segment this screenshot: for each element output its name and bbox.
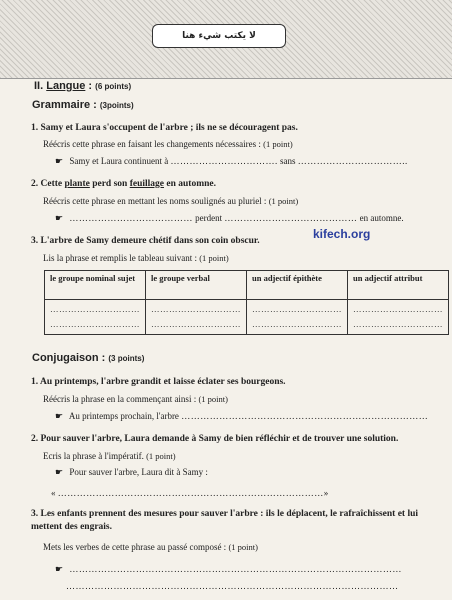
answer-blank[interactable]: …………………………………………………………………… <box>181 411 429 421</box>
question-text: Pour sauver l'arbre, Laura demande à Samy de bien réfléchir et de trouver une solution. <box>40 434 399 444</box>
conjugaison-q3-answer-line1[interactable] <box>55 563 425 576</box>
pointing-hand-icon: ☛ <box>55 157 64 167</box>
conjugaison-q1-instruction <box>43 393 228 405</box>
answer-prefix: Pour sauver l'arbre, Laura dit à Samy : <box>69 467 208 477</box>
question-text: Au printemps, l'arbre grandit et laisse éclater ses bourgeons. <box>39 377 286 387</box>
grammaire-q1-instruction <box>43 138 293 150</box>
question-number: 1. <box>31 377 39 387</box>
question-text: Cette <box>40 179 65 189</box>
table-header: le groupe verbal <box>146 271 247 300</box>
pointing-hand-icon: ☛ <box>55 214 64 224</box>
conjugaison-label: Conjugaison : <box>32 352 106 364</box>
grammaire-q2-instruction <box>43 195 298 207</box>
conjugaison-q3-instruction <box>43 541 258 553</box>
conjugaison-q2-instruction <box>43 450 176 462</box>
question-text: perd son <box>89 179 130 189</box>
answer-prefix: Au printemps prochain, l'arbre <box>68 411 179 421</box>
table-cell[interactable] <box>45 300 146 335</box>
question-number: 3. <box>31 509 39 519</box>
conjugaison-q1-answer[interactable] <box>55 410 429 423</box>
underlined-word: plante <box>64 179 90 189</box>
conjugaison-q2 <box>31 433 431 446</box>
conjugaison-q3 <box>31 508 431 534</box>
question-number: 1. <box>31 123 39 133</box>
points-label: (1 point) <box>199 253 229 263</box>
instruction-text: Réécris la phrase en la commençant ainsi : <box>43 394 197 404</box>
question-text: en automne. <box>164 179 217 189</box>
grammaire-title <box>32 99 134 111</box>
answer-blank[interactable]: ………………………………………………………………………… <box>57 488 324 498</box>
question-text: L'arbre de Samy demeure chétif dans son coin obscur. <box>40 236 260 246</box>
table-header: un adjectif attribut <box>348 271 449 300</box>
table-header-row <box>45 271 449 300</box>
section-points: (6 points) <box>95 82 132 91</box>
instruction-text: Mets les verbes de cette phrase au passé composé : <box>43 542 227 552</box>
points-label: (1 point) <box>263 139 293 149</box>
answer-middle: sans <box>280 156 296 166</box>
grammaire-q2-answer[interactable] <box>55 212 425 225</box>
section-number: II. <box>34 80 44 92</box>
table-cell[interactable] <box>247 300 348 335</box>
table-cell[interactable] <box>146 300 247 335</box>
grammaire-q1 <box>31 122 431 135</box>
points-label: (1 point) <box>198 394 228 404</box>
analysis-table <box>44 270 449 335</box>
grammaire-q3 <box>31 235 431 248</box>
section-colon: : <box>85 80 93 92</box>
answer-blank[interactable]: …………………………………… <box>224 213 358 223</box>
conjugaison-q2-answer-intro <box>55 466 425 479</box>
question-text: Samy et Laura s'occupent de l'arbre ; ils ne se découragent pas. <box>40 123 298 133</box>
instruction-text: Réécris cette phrase en mettant les noms soulignés au pluriel : <box>43 196 267 206</box>
grammaire-q2 <box>31 178 431 191</box>
do-not-write-notice: لا يكتب شيء هنا <box>152 24 286 48</box>
section-title <box>34 80 131 92</box>
answer-suffix: en automne. <box>359 213 404 223</box>
pointing-hand-icon: ☛ <box>55 565 64 575</box>
cell-blank: ………………………… <box>50 304 140 314</box>
question-number: 2. <box>31 179 39 189</box>
quote-close: » <box>323 488 329 498</box>
instruction-text: Lis la phrase et remplis le tableau suivant : <box>43 253 197 263</box>
answer-blank[interactable]: …………………………………………………………………………………………… <box>69 564 402 574</box>
cell-blank: ………………………… <box>151 304 241 314</box>
table-cell[interactable] <box>348 300 449 335</box>
cell-blank: ………………………… <box>353 304 443 314</box>
points-label: (1 point) <box>268 196 299 206</box>
answer-prefix: Samy et Laura continuent à <box>69 156 169 166</box>
table-header: le groupe nominal sujet <box>45 271 146 300</box>
cell-blank: ………………………… <box>252 319 342 329</box>
grammaire-label: Grammaire : <box>32 99 97 111</box>
pointing-hand-icon: ☛ <box>55 412 64 422</box>
underlined-word: feuillage <box>129 179 165 189</box>
answer-middle: perdent <box>195 213 223 223</box>
conjugaison-q2-answer[interactable] <box>51 487 421 499</box>
grammaire-q3-instruction <box>43 252 229 264</box>
conjugaison-title <box>32 352 144 364</box>
pointing-hand-icon: ☛ <box>55 468 64 478</box>
answer-blank[interactable]: ……………………………. <box>170 156 278 166</box>
question-number: 3. <box>31 236 39 246</box>
instruction-text: Ecris la phrase à l'impératif. <box>43 451 144 461</box>
answer-blank[interactable]: …………………………….. <box>297 156 408 166</box>
header-band <box>0 0 452 79</box>
conjugaison-q1 <box>31 376 431 389</box>
points-label: (1 point) <box>146 451 176 461</box>
cell-blank: ………………………… <box>252 304 342 314</box>
points-label: (1 point) <box>228 542 258 552</box>
kifech-watermark: kifech.org <box>313 227 371 241</box>
question-text: Les enfants prennent des mesures pour sauver l'arbre : ils le déplacent, le rafraîchissent et lui mettent des engrais. <box>31 509 419 532</box>
instruction-text: Réécris cette phrase en faisant les changements nécessaires : <box>43 139 261 149</box>
grammaire-q1-answer[interactable] <box>55 155 425 168</box>
conjugaison-q3-answer-line2[interactable] <box>66 580 436 592</box>
question-number: 2. <box>31 434 39 444</box>
table-row <box>45 300 449 335</box>
cell-blank: ………………………… <box>151 319 241 329</box>
cell-blank: ………………………… <box>353 319 443 329</box>
quote-open: « <box>51 488 56 498</box>
table-header: un adjectif épithète <box>247 271 348 300</box>
cell-blank: ………………………… <box>50 319 140 329</box>
answer-blank[interactable]: …………………………………………………………………………………………… <box>66 581 399 591</box>
grammaire-points: (3points) <box>99 101 134 110</box>
conjugaison-points: (3 points) <box>108 354 145 363</box>
answer-blank[interactable]: ………………………………… <box>69 213 193 223</box>
section-name: Langue <box>46 80 86 92</box>
